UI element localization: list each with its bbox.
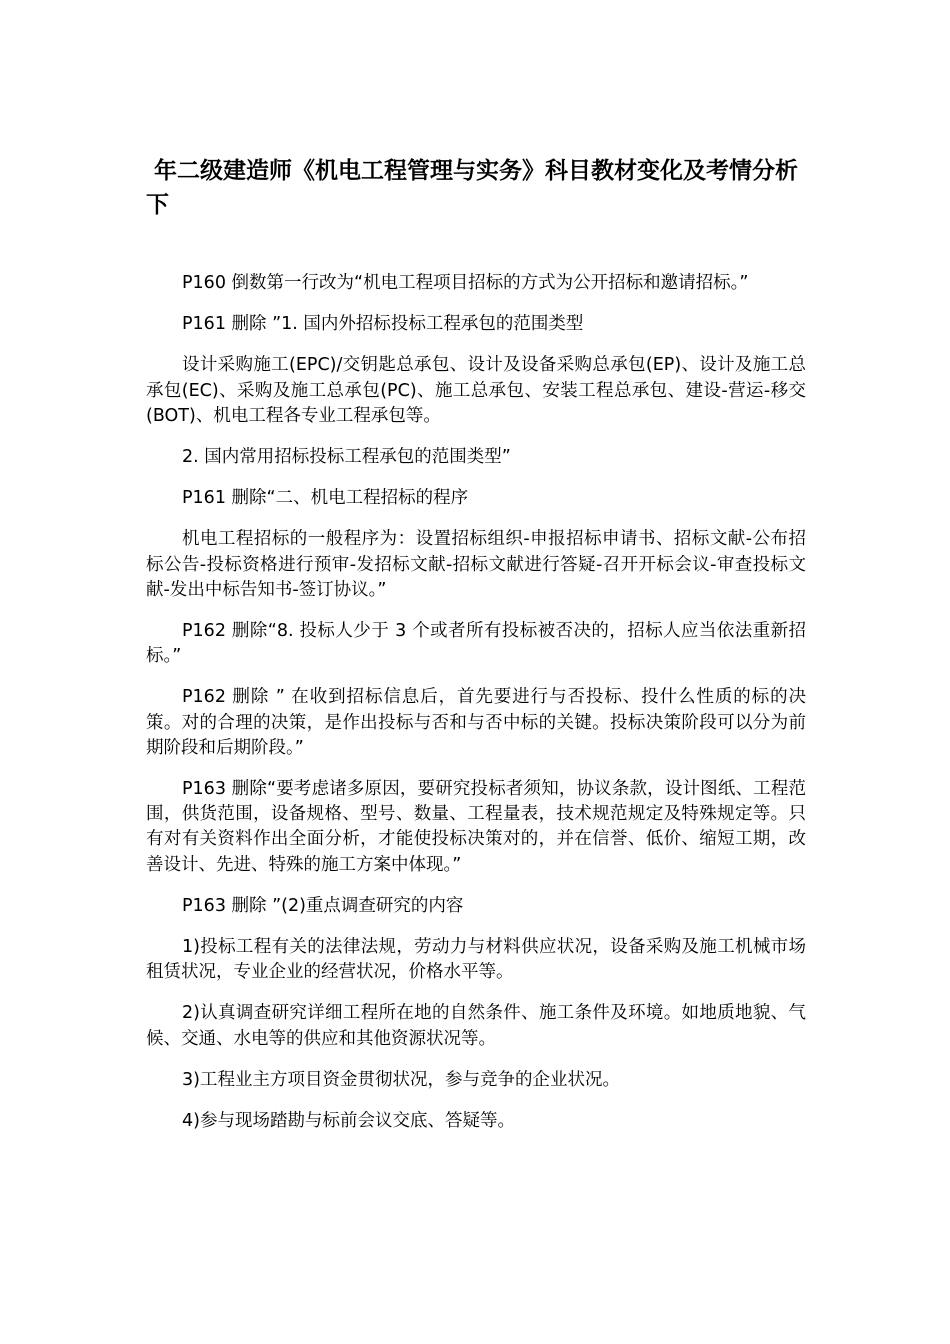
document-body: [146, 271, 806, 1150]
document-title: 年二级建造师《机电工程管理与实务》科目教材变化及考情分析下: [146, 158, 799, 218]
paragraph-p161-delete-1: P161 删除 ”1. 国内外招标投标工程承包的范围类型: [182, 314, 584, 335]
paragraph-p162-delete-1: P162 删除“8. 投标人少于 3 个或者所有投标被否决的，招标人应当依法重新招标。”: [146, 621, 806, 667]
paragraph-p160: P160 倒数第一行改为“机电工程项目招标的方式为公开招标和邀请招标。”: [182, 273, 749, 293]
paragraph-item-1: 1)投标工程有关的法律法规，劳动力与材料供应状况，设备采购及施工机械市场租赁状况，专业企业的经营状况，价格水平等。: [146, 937, 806, 983]
paragraph-item-3: 3)工程业主方项目资金贯彻状况，参与竞争的企业状况。: [182, 1069, 620, 1090]
paragraph-bidding-procedure: 机电工程招标的一般程序为：设置招标组织-申报招标申请书、招标文献-公布招标公告-投标资格进行预审-发招标文献-招标文献进行答疑-召开开标会议-审查投标文献-发出中标告知书-签订协议。”: [146, 529, 806, 600]
paragraph-p162-delete-2: P162 删除 ” 在收到招标信息后，首先要进行与否投标、投什么性质的标的决策。对的合理的决策，是作出投标与否和与否中标的关键。投标决策阶段可以分为前期阶段和后期阶段。”: [146, 687, 806, 758]
paragraph-item-4: 4)参与现场踏勘与标前会议交底、答疑等。: [182, 1111, 515, 1132]
paragraph-item-2: 2)认真调查研究详细工程所在地的自然条件、施工条件及环境。如地质地貌、气候、交通、水电等的供应和其他资源状况等。: [146, 1003, 806, 1049]
paragraph-domestic-types: 2. 国内常用招标投标工程承包的范围类型”: [182, 447, 511, 468]
paragraph-p163-delete-1: P163 删除“要考虑诸多原因，要研究投标者须知，协议条款，设计图纸、工程范围，供货范围，设备规格、型号、数量、工程量表，技术规范规定及特殊规定等。只有对有关资料作出全面分析，才能使投标决策对的，并在信誉、低价、缩短工期，改善设计、先进、特殊的施工方案中体现。”: [146, 779, 806, 875]
paragraph-contract-types: 设计采购施工(EPC)/交钥匙总承包、设计及设备采购总承包(EP)、设计及施工总承包(EC)、采购及施工总承包(PC)、施工总承包、安装工程总承包、建设-营运-移交(BOT)、机电工程各专业工程承包等。: [146, 355, 806, 426]
paragraph-p163-delete-2: P163 删除 ”(2)重点调查研究的内容: [182, 895, 464, 916]
paragraph-p161-delete-2: P161 删除“二、机电工程招标的程序: [182, 488, 469, 509]
